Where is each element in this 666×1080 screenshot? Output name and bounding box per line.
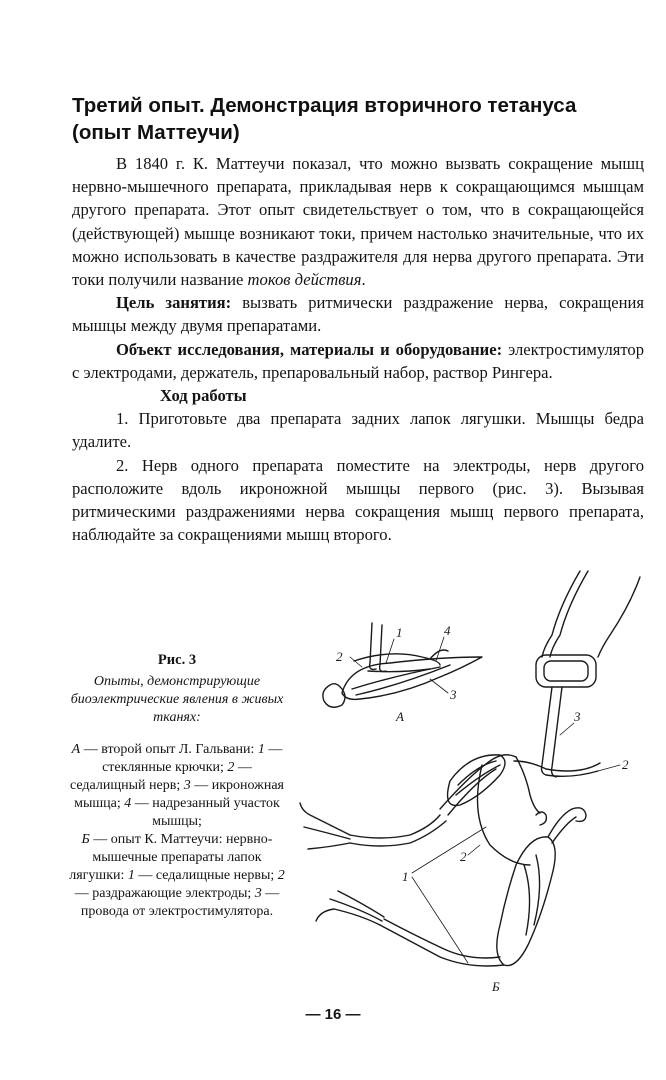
label-a-3: 3: [450, 687, 457, 702]
lower-shin-b2: [380, 925, 504, 966]
body-text: [72, 152, 644, 546]
label-a-1: 1: [396, 625, 403, 640]
frog-preparation-illustration: [290, 565, 666, 1005]
figure-caption: [66, 651, 288, 921]
lower-femur-b2: [548, 809, 576, 843]
goal-paragraph: Цель занятия: вызвать ритмически раздражение нерва, сокращения мышцы между двумя препаратами.: [72, 293, 644, 336]
label-b-2-nerve: 2: [460, 849, 467, 864]
stimulator-wire-left: [542, 571, 580, 657]
procedure-step-1: 1. Приготовьте два препарата задних лапок лягушки. Мышцы бедра удалите.: [72, 409, 644, 452]
knee-bone-a: [323, 684, 345, 708]
electrode-right: [552, 687, 563, 777]
section-title: Третий опыт. Демонстрация вторичного тетануса (опыт Маттеучи): [72, 94, 577, 144]
procedure-step-2: 2. Нерв одного препарата поместите на электроды, нерв другого расположите вдоль икроножной мышцы первого (рис. 3). Вызывая ритмическими раздражениями нерва сокращения мышц первого препарата, наблюдайте за сокращениями мышц второго.: [72, 455, 644, 545]
label-part-b: Б: [492, 979, 500, 994]
intro-paragraph: В 1840 г. К. Маттеучи показал, что можно вызвать сокращение мышц нервно-мышечного препарата, прикладывая нерв к сокращающимся мышцам другого препарата. Этот опыт свидетельствует о том, что в сокращающейся (действующей) мышце возникают токи, причем настолько значительные, что их можно использовать в качестве раздражителя для нерва другого препарата. Эти токи получили название токов действия.: [72, 154, 644, 290]
label-b-1: 1: [402, 869, 409, 884]
sciatic-nerve-b2: [478, 765, 531, 865]
label-a-4: 4: [444, 623, 451, 638]
caption-title: Рис. 3: [157, 652, 197, 668]
procedure-heading: Ход работы: [160, 386, 247, 406]
lower-foot-b2: [316, 891, 384, 925]
emphasis-term: токов действия: [247, 270, 362, 290]
caption-subtitle: Опыты, демонстрирующие биоэлектрические явления в живых тканях:: [70, 674, 284, 725]
materials-label: Объект исследования, материалы и оборудование:: [116, 339, 503, 359]
label-b-3: 3: [574, 709, 581, 724]
upper-foot-b1: [300, 803, 350, 849]
label-a-2: 2: [336, 649, 343, 664]
lower-muscle-b2: [497, 837, 555, 966]
electrode-left: [542, 687, 553, 775]
caption-legend-b: Б — опыт К. Маттеучи: нервно-мышечные препараты лапок лягушки: 1 — седалищные нервы; 2— раздражающие электроды; 3 — провода от электростимулятора.: [69, 832, 285, 919]
materials-paragraph: Объект исследования, материалы и оборудование: электростимулятор с электродами, держатель, препаровальный набор, раствор Рингера.: [72, 339, 645, 382]
illustration-svg: [290, 565, 666, 1005]
sciatic-nerve-b1: [514, 761, 600, 771]
stimulator-wire-right: [598, 577, 640, 657]
label-b-2-electrode: 2: [622, 757, 629, 772]
label-part-a: А: [396, 709, 404, 724]
glass-hook-left: [370, 623, 376, 669]
caption-legend-a: А — второй опыт Л. Гальвани: 1 — стеклянные крючки; 2 — седалищный нерв; 3 — икроножная мышца; 4 — надрезанный участок мышцы;: [70, 742, 284, 829]
page-number: — 16 —: [305, 1006, 361, 1023]
electrode-holder: [536, 655, 596, 687]
goal-label: Цель занятия:: [116, 293, 232, 313]
